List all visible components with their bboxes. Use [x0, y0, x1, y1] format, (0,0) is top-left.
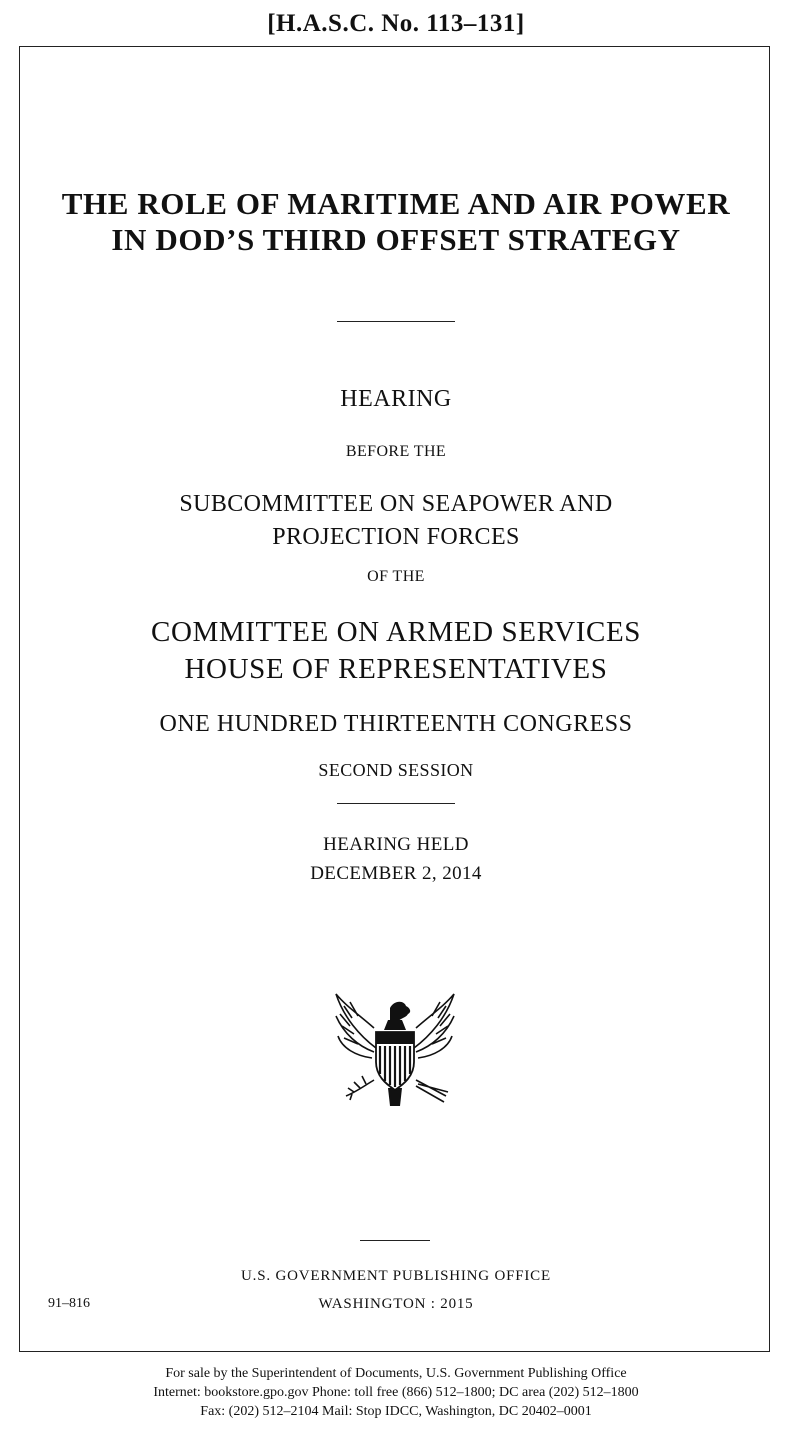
- hearing-held: [0, 830, 792, 888]
- publisher-office: U.S. GOVERNMENT PUBLISHING OFFICE: [241, 1268, 551, 1284]
- title-line-1: THE ROLE OF MARITIME AND AIR POWER: [61, 186, 731, 221]
- divider-rule: [337, 321, 455, 322]
- page-title: [0, 186, 792, 258]
- footer-line-3: Fax: (202) 512–2104 Mail: Stop IDCC, Washington, DC 20402–0001: [200, 1404, 592, 1419]
- committee-name: [0, 614, 792, 688]
- subcommittee-line-1: SUBCOMMITTEE ON SEAPOWER AND: [179, 491, 613, 517]
- hearing-date: DECEMBER 2, 2014: [310, 863, 482, 884]
- divider-rule: [337, 803, 455, 804]
- congress-label: ONE HUNDRED THIRTEENTH CONGRESS: [159, 711, 633, 737]
- report-number: [H.A.S.C. No. 113–131]: [267, 10, 525, 37]
- hearing-held-label: HEARING HELD: [323, 834, 469, 855]
- subcommittee-line-2: PROJECTION FORCES: [272, 524, 520, 550]
- sales-footer: [0, 1364, 792, 1421]
- session-label: SECOND SESSION: [318, 760, 474, 780]
- committee-line-2: HOUSE OF REPRESENTATIVES: [184, 653, 608, 685]
- publisher-location: WASHINGTON : 2015: [318, 1296, 474, 1312]
- of-the-label: OF THE: [367, 568, 425, 585]
- footer-line-2: Internet: bookstore.gpo.gov Phone: toll free (866) 512–1800; DC area (202) 512–1800: [153, 1385, 639, 1400]
- great-seal-eagle-icon: [330, 988, 460, 1110]
- job-number: 91–816: [48, 1296, 90, 1311]
- committee-line-1: COMMITTEE ON ARMED SERVICES: [151, 616, 641, 648]
- title-line-2: IN DOD’S THIRD OFFSET STRATEGY: [111, 222, 681, 257]
- hearing-label: HEARING: [340, 386, 452, 412]
- divider-rule: [360, 1240, 430, 1241]
- before-the-label: BEFORE THE: [345, 443, 447, 460]
- footer-line-1: For sale by the Superintendent of Documents, U.S. Government Publishing Office: [165, 1366, 627, 1381]
- subcommittee-name: [0, 488, 792, 554]
